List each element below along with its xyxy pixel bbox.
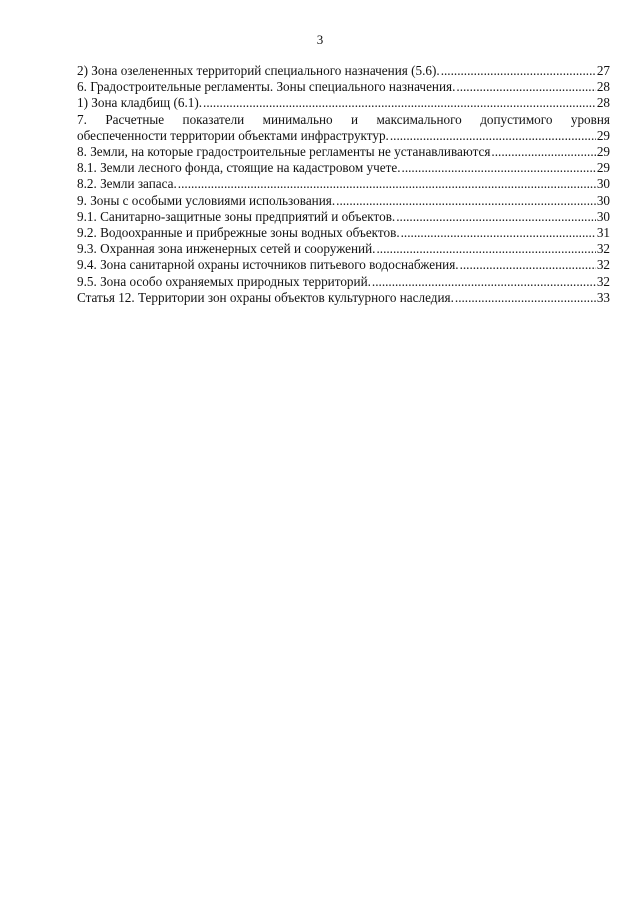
dot-leader bbox=[396, 209, 596, 225]
toc-entry-protected-natural-areas bbox=[77, 274, 610, 290]
dot-leader bbox=[390, 128, 596, 144]
page-number: 3 bbox=[316, 32, 324, 47]
toc-entry-title: 8.1. Земли лесного фонда, стоящие на кадастровом учете. bbox=[77, 160, 401, 176]
toc-entry-title-line2: обеспеченности территории объектами инфраструктур. bbox=[77, 127, 389, 143]
toc-entry-page: 28 bbox=[596, 79, 610, 95]
toc-entry-drinking-water-zone bbox=[77, 257, 610, 273]
toc-entry-page: 28 bbox=[596, 95, 610, 111]
toc-entry-unregulated-lands bbox=[77, 144, 610, 160]
toc-entry-title: 9.1. Санитарно-защитные зоны предприятий и объектов. bbox=[77, 208, 396, 224]
toc-entry-title: 9.2. Водоохранные и прибрежные зоны водных объектов. bbox=[77, 225, 400, 241]
toc-entry-title: 6. Градостроительные регламенты. Зоны специального назначения. bbox=[77, 79, 456, 95]
toc-entry-title: 9.4. Зона санитарной охраны источников питьевого водоснабжения. bbox=[77, 257, 459, 273]
toc-entry-infrastructure-indicators bbox=[77, 112, 610, 144]
toc-entry-page: 29 bbox=[596, 144, 610, 160]
dot-leader bbox=[336, 193, 596, 209]
toc-entry-page: 27 bbox=[596, 63, 610, 78]
toc-entry-forest-lands bbox=[77, 160, 610, 176]
toc-entry-water-protection-zones bbox=[77, 225, 610, 241]
toc-entry-page: 30 bbox=[596, 192, 610, 208]
toc-entry-page: 31 bbox=[596, 225, 610, 241]
toc-entry-title: 9. Зоны с особыми условиями использования. bbox=[77, 192, 336, 208]
toc-entry-line2 bbox=[77, 128, 610, 144]
toc-entry-title: 2) Зона озелененных территорий специального назначения (5.6). bbox=[77, 63, 440, 78]
toc-entry-page: 30 bbox=[596, 176, 610, 192]
toc-entry-page: 30 bbox=[596, 208, 610, 224]
toc-entry-cemetery-zone bbox=[77, 95, 610, 111]
dot-leader bbox=[441, 63, 596, 79]
toc-entry-title: Статья 12. Территории зон охраны объектов культурного наследия. bbox=[77, 289, 454, 305]
dot-leader bbox=[491, 144, 595, 160]
toc-entry-page: 33 bbox=[596, 289, 610, 305]
toc-entry-special-conditions-zones bbox=[77, 193, 610, 209]
table-of-contents bbox=[77, 63, 610, 306]
dot-leader bbox=[203, 95, 596, 111]
toc-entry-cultural-heritage-zones bbox=[77, 290, 610, 306]
toc-entry-page: 32 bbox=[596, 241, 610, 257]
dot-leader bbox=[372, 274, 596, 290]
toc-entry-title: 8. Земли, на которые градостроительные регламенты не устанавливаются bbox=[77, 144, 491, 160]
toc-entry-green-zone bbox=[77, 63, 610, 79]
toc-entry-title: 9.5. Зона особо охраняемых природных территорий. bbox=[77, 273, 371, 289]
dot-leader bbox=[178, 176, 596, 192]
toc-entry-page: 29 bbox=[596, 160, 610, 176]
toc-entry-page: 32 bbox=[596, 257, 610, 273]
dot-leader bbox=[460, 257, 596, 273]
dot-leader bbox=[402, 160, 596, 176]
toc-entry-page: 32 bbox=[596, 273, 610, 289]
toc-entry-title-line1: 7. Расчетные показатели минимально и максимального допустимого уровня bbox=[77, 111, 610, 127]
toc-entry-title: 1) Зона кладбищ (6.1). bbox=[77, 95, 203, 111]
dot-leader bbox=[456, 79, 595, 95]
toc-entry-reserve-lands bbox=[77, 176, 610, 192]
dot-leader bbox=[455, 290, 596, 306]
dot-leader bbox=[376, 241, 595, 257]
toc-entry-engineering-networks-zone bbox=[77, 241, 610, 257]
toc-entry-title: 9.3. Охранная зона инженерных сетей и сооружений. bbox=[77, 241, 376, 257]
dot-leader bbox=[401, 225, 596, 241]
toc-entry-page: 29 bbox=[596, 127, 610, 143]
toc-entry-special-zones bbox=[77, 79, 610, 95]
toc-entry-title: 8.2. Земли запаса. bbox=[77, 176, 177, 192]
toc-entry-sanitary-protection-zones bbox=[77, 209, 610, 225]
